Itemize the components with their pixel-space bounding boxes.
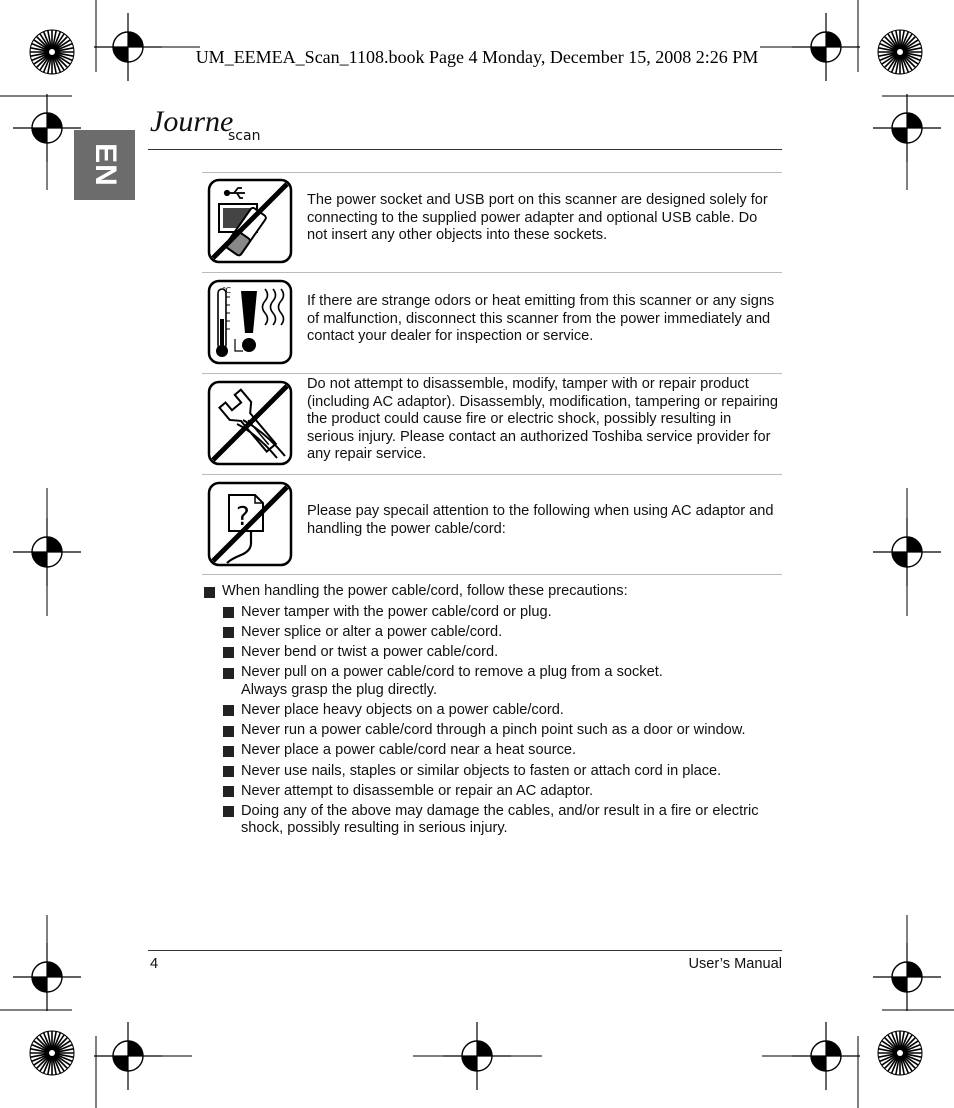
list-item: Never tamper with the power cable/cord or plug. [204, 604, 784, 622]
no-insert-usb-icon [207, 178, 293, 264]
bullet-square-icon [223, 746, 234, 757]
warning-text-1: The power socket and USB port on this scanner are designed solely for connecting to the supplied power adapter and optional USB cable. Do not insert any other objects into these sockets. [307, 192, 768, 244]
bullet-square-icon [223, 705, 234, 716]
list-item: Never splice or alter a power cable/cord. [204, 624, 784, 642]
precautions-heading: When handling the power cable/cord, follow these precautions: [204, 583, 784, 601]
row-divider [202, 172, 782, 173]
bullet-square-icon [223, 647, 234, 658]
row-divider [202, 272, 782, 273]
journe-scan-logo [148, 104, 278, 148]
footer-title: User’s Manual [688, 956, 782, 972]
list-item: Never place a power cable/cord near a heat source. [204, 742, 784, 760]
bullet-square-icon [223, 668, 234, 679]
list-item: Never place heavy objects on a power cable/cord. [204, 702, 784, 720]
warning-text-3: Do not attempt to disassemble, modify, tamper with or repair product (including AC adaptor). Disassembly, modification, tampering or repairing the product could cause fire or electric shock, possibly resulting in serious injury. Please contact an authorized Toshiba service provider for any repair service. [307, 376, 778, 463]
logo-sub: scan [228, 128, 261, 144]
list-item: Never pull on a power cable/cord to remove a plug from a socket. Always grasp the plug directly. [204, 664, 784, 699]
language-tab-label: EN [88, 143, 122, 187]
precautions-list [204, 583, 784, 841]
warning-text-4: Please pay specail attention to the following when using AC adaptor and handling the power cable/cord: [307, 503, 774, 537]
bullet-square-icon [223, 627, 234, 638]
row-divider [202, 474, 782, 475]
bullet-square-icon [223, 806, 234, 817]
row-divider [202, 574, 782, 575]
bullet-square-icon [223, 786, 234, 797]
warning-text-2: If there are strange odors or heat emitting from this scanner or any signs of malfunction, disconnect this scanner from the power immediately and contact your dealer for inspection or service. [307, 293, 775, 345]
list-item: Doing any of the above may damage the cables, and/or result in a fire or electric shock, possibly resulting in serious injury. [204, 803, 784, 838]
row-divider [202, 373, 782, 374]
printer-info-line: UM_EEMEA_Scan_1108.book Page 4 Monday, December 15, 2008 2:26 PM [195, 47, 759, 67]
footer-rule [148, 950, 782, 951]
question-glyph: ? [236, 502, 250, 532]
header-rule [148, 149, 782, 150]
bullet-square-icon [223, 726, 234, 737]
list-item: Never use nails, staples or similar objects to fasten or attach cord in place. [204, 763, 784, 781]
list-item: Never attempt to disassemble or repair an AC adaptor. [204, 783, 784, 801]
heat-warning-icon [207, 279, 293, 365]
no-adapter-tamper-icon [207, 481, 293, 567]
list-item: Never run a power cable/cord through a pinch point such as a door or window. [204, 722, 784, 740]
bullet-square-icon [223, 607, 234, 618]
bullet-square-icon [204, 587, 215, 598]
bullet-square-icon [223, 766, 234, 777]
thermometer-unit: ℃ [222, 286, 231, 295]
no-disassemble-wrench-icon [207, 380, 293, 466]
page-number: 4 [150, 956, 159, 972]
logo-script: Journe [150, 105, 234, 138]
language-tab [74, 130, 135, 200]
list-item: Never bend or twist a power cable/cord. [204, 644, 784, 662]
